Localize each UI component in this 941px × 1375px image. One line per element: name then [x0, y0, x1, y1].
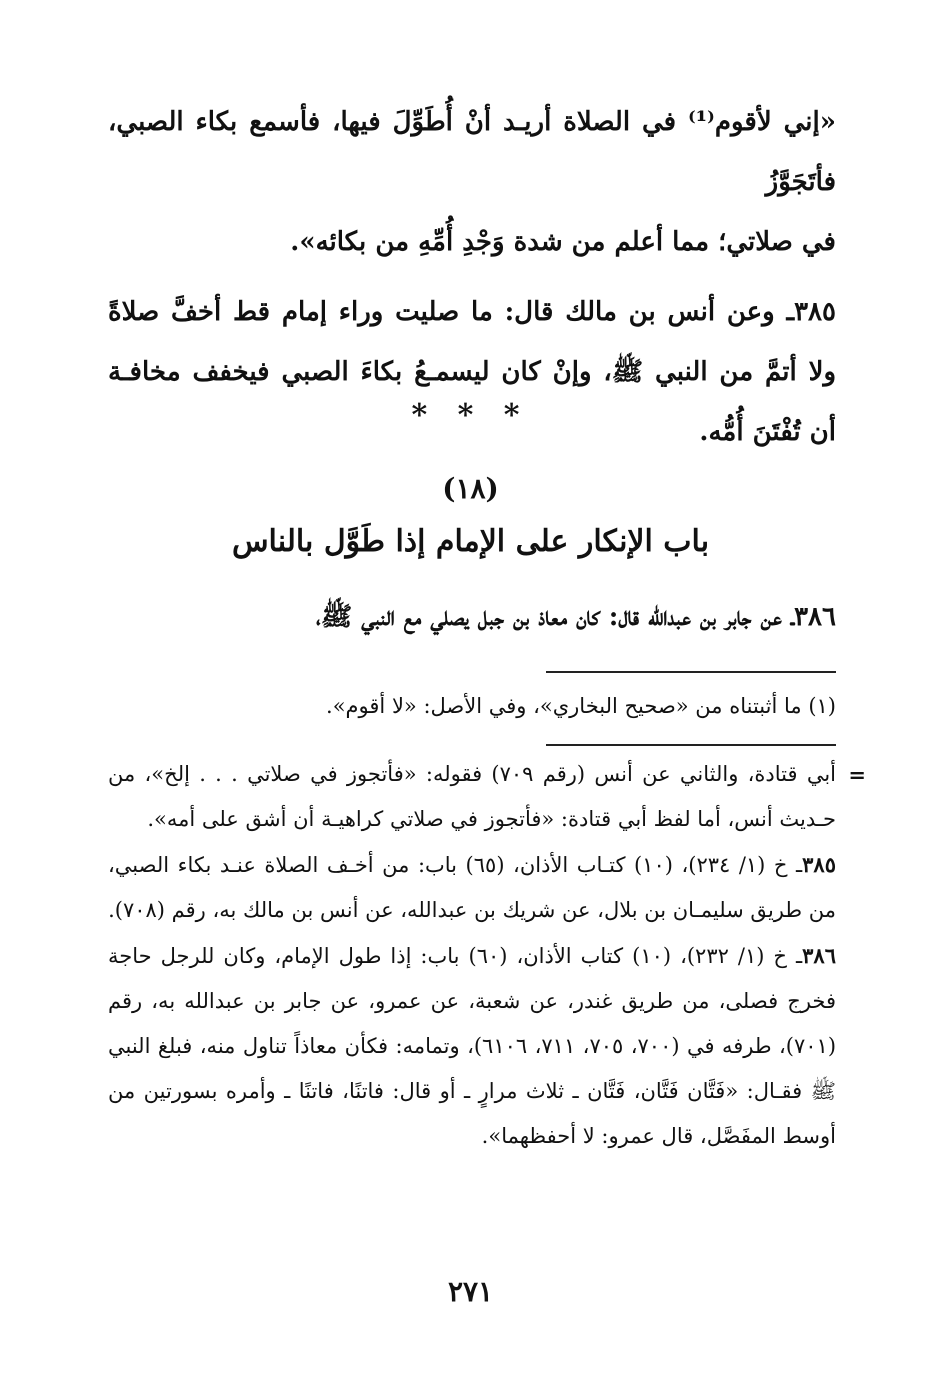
- hadith-385-text: ـ وعن أنس بن مالك قال: ما صليت وراء إمام قط أخفَّ صلاةً ولا أتمَّ من النبي ﷺ، وإنْ كان ليسمـعُ بكاءَ الصبي فيخفف مخافـة أن تُفْتَنَ أُمُّه.: [108, 297, 836, 447]
- note-continuation: [108, 752, 866, 842]
- footnote-1-text: ما أثبتناه من «صحيح البخاري»، وفي الأصل: «لا أقوم».: [326, 694, 802, 718]
- footnote-divider: [546, 671, 836, 673]
- note-386-number: ٣٨٦: [802, 943, 836, 968]
- hadith-386: [108, 592, 836, 642]
- hadith-386-text: ـ عن جابر بن عبدالله قال: كان معاذ بن جبل يصلي مع النبي ﷺ،: [315, 602, 795, 632]
- para1-line1: «إني لأقوم⁽¹⁾ في الصلاة أريـد أنْ أُطَوِّلَ فيها، فأسمع بكاء الصبي، فأتَجَوَّزُ: [108, 107, 836, 197]
- notes-divider: [546, 744, 836, 746]
- hadith-385: [108, 282, 836, 462]
- source-notes: [108, 752, 866, 1159]
- hadith-385-number: ٣٨٥: [794, 297, 836, 327]
- note-385-number: ٣٨٥: [802, 852, 836, 877]
- note-386: [108, 933, 836, 1159]
- hadith-384-tail: [108, 92, 836, 272]
- note-386-text: ـ خ (١/ ٢٣٢)، (١٠) كتاب الأذان، (٦٠) باب: إذا طول الإمام، وكان للرجل حاجة فخرج فصلى، من طريق غندر، عن شعبة، عن عمرو، عن جابر بن عبدالله به، رقم (٧٠١)، طرفه في (٧٠٠، ٧٠٥، ٧١١، ٦١٠٦)، وتمامه: فكأن معاذاً تناول منه، فبلغ النبي ﷺ فقـال: «فَتَّان فَتَّان، فَتَّان ـ ثلاث مرارٍ ـ أو قال: فاتنًا، فاتنًا ـ وأمره بسورتين من أوسط المفَصَّل، قال عمرو: لا أحفظهما».: [108, 944, 837, 1148]
- footnote-1: [108, 684, 836, 728]
- hadith-386-number: ٣٨٦: [794, 602, 836, 632]
- note-continuation-text: أبي قتادة، والثاني عن أنس (رقم ٧٠٩) فقوله: «فأتجوز في صلاتي . . . إلخ»، من حـديث أنس، أما لفظ أبي قتادة: «فأتجوز في صلاتي كراهيـة أن أشق على أمه».: [108, 762, 836, 831]
- note-385: [108, 842, 836, 933]
- page-number: ٢٧١: [447, 1275, 494, 1308]
- section-separator: * * *: [411, 398, 530, 433]
- chapter-title: باب الإنكار على الإمام إذا طَوَّل بالناس: [231, 524, 710, 559]
- footnote-1-marker: (١): [808, 694, 836, 718]
- continuation-mark: =: [848, 762, 866, 787]
- para1-line2: في صلاتي؛ مما أعلم من شدة وَجْدِ أُمِّهِ من بكائه».: [290, 227, 836, 257]
- note-385-text: ـ خ (١/ ٢٣٤)، (١٠) كتـاب الأذان، (٦٥) باب: من أخـف الصلاة عنـد بكاء الصبي، من طريق سليمـان بن بلال، عن شريك بن عبدالله، عن أنس بن مالك به، رقم (٧٠٨).: [108, 853, 836, 922]
- chapter-number: (١٨): [442, 472, 499, 505]
